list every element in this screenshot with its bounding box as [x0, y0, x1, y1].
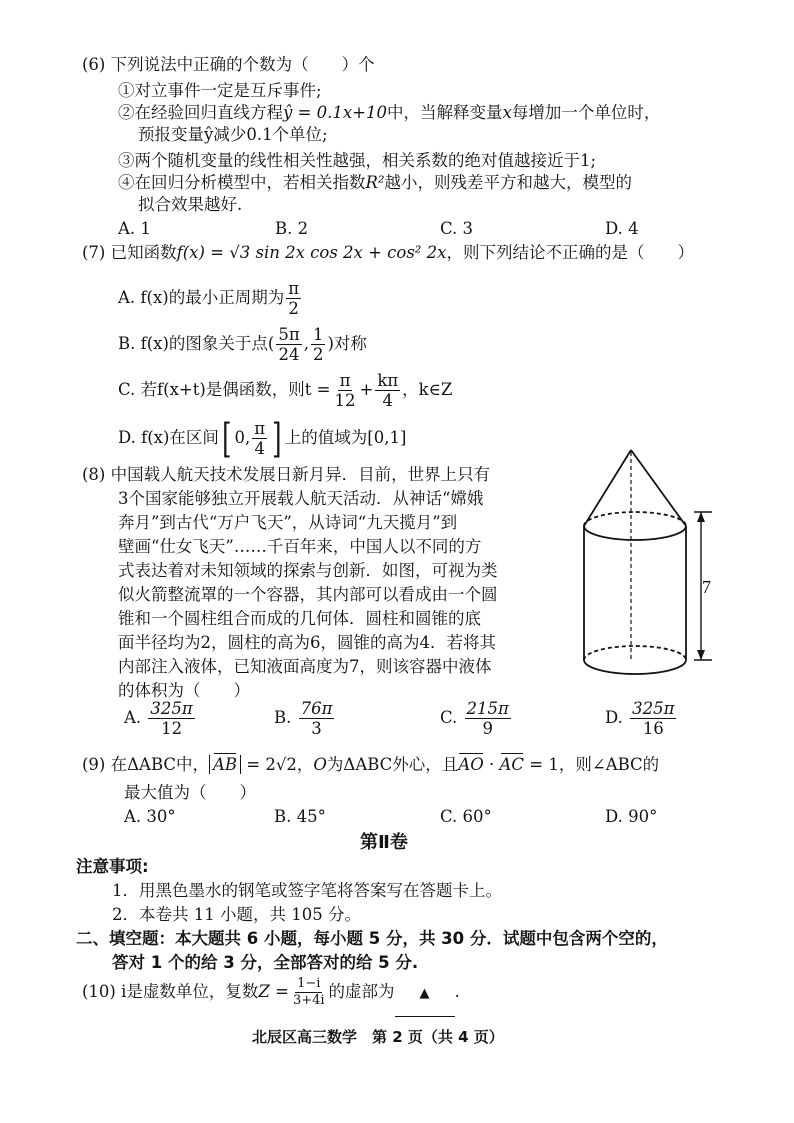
cone-left-edge — [584, 450, 631, 526]
q8-line: 3个国家能够独立开展载人航天活动．从神话“嫦娥 — [118, 489, 484, 508]
q8-line: 式表达着对未知领域的探索与创新．如图，可视为类 — [118, 561, 498, 580]
q6-option-a: A. 1 — [118, 219, 151, 238]
q6-statement-3: ③两个随机变量的线性相关性越强，相关系数的绝对值越接近于1; — [118, 151, 597, 170]
q7-option-c: C. 若f(x+t)是偶函数，则t = $\frac{\pi}{12}$ + $\frac{k\pi}{4}$ ，k∈Z — [118, 371, 453, 410]
cylinder-bottom-back — [584, 646, 686, 660]
page-footer: 北辰区高三数学 第 2 页（共 4 页） — [252, 1028, 504, 1046]
notes-item: 1．用黑色墨水的钢笔或签字笔将答案写在答题卡上。 — [112, 881, 502, 900]
q9-stem: (9) 在ΔABC中， AB = 2√2，O为ΔABC外心，且AO · AC = 1，则∠ABC的 — [82, 752, 659, 778]
q8-option-c: C. $\frac{215\pi}{9}$ — [440, 699, 509, 738]
q6-option-b: B. 2 — [275, 219, 309, 238]
arrow-up-icon — [697, 512, 705, 522]
q7-stem: (7) 已知函数f(x) = √3 sin 2x cos 2x + cos² 2x，则下列结论不正确的是（ ） — [82, 243, 694, 262]
q9-option-b: B. 45° — [274, 807, 326, 826]
q8-line: 锥和一个圆柱组合而成的几何体．圆柱和圆锥的底 — [118, 609, 481, 628]
q8-line: 似火箭整流罩的一个容器，其内部可以看成由一个圆 — [118, 585, 498, 604]
answer-blank — [395, 970, 455, 1017]
cone-right-edge — [631, 450, 686, 526]
section-title: 第Ⅱ卷 — [360, 832, 408, 853]
q6-statement-4: ④在回归分析模型中，若相关指数R²越小，则残差平方和越大，模型的 — [118, 173, 633, 192]
q9-option-a: A. 30° — [124, 807, 176, 826]
height-label: 7 — [702, 577, 711, 597]
fill-section-heading-cont: 答对 1 个的给 3 分，全部答对的给 5 分. — [112, 953, 419, 972]
q6-option-d: D. 4 — [605, 219, 639, 238]
q9-stem-cont: 最大值为（ ） — [124, 783, 256, 802]
cone-base-back — [584, 512, 686, 526]
q7-option-b: B. f(x)的图象关于点( $\frac{5\pi}{24}$ , $\frac{1}{2}$ )对称 — [118, 325, 367, 364]
notes-item: 2．本卷共 11 小题，共 105 分。 — [112, 905, 361, 924]
arrow-down-icon — [697, 650, 705, 660]
q8-line: 奔月”到古代“万户飞天”，从诗词“九天揽月”到 — [118, 513, 458, 532]
q8-option-d: D. $\frac{325\pi}{16}$ — [605, 699, 675, 738]
q8-option-b: B. $\frac{76\pi}{3}$ — [274, 699, 333, 738]
q6-stem: (6) 下列说法中正确的个数为（ ）个 — [82, 55, 375, 74]
q8-option-a: A. $\frac{325\pi}{12}$ — [124, 699, 193, 738]
fill-section-heading: 二、填空题：本大题共 6 小题，每小题 5 分，共 30 分．试题中包含两个空的， — [76, 929, 668, 948]
q10-stem: (10) i是虚数单位，复数Z = $\frac{1-i}{3+4i}$ 的虚部为 ▲ . — [82, 970, 460, 1017]
cone-cylinder-figure — [576, 448, 726, 678]
notes-title: 注意事项: — [76, 857, 149, 876]
cylinder-bottom-front — [584, 660, 686, 674]
q8-line: 内部注入液体，已知液面高度为7，则该容器中液体 — [118, 657, 492, 676]
q8-line: (8) 中国载人航天技术发展日新月异．目前，世界上只有 — [82, 465, 491, 484]
q7-option-d: D. f(x)在区间[ 0, $\frac{\pi}{4}$ ] 上的值域为[0,1] — [118, 415, 407, 462]
q9-option-c: C. 60° — [440, 807, 492, 826]
q6-statement-2: ②在经验回归直线方程ŷ = 0.1x+10中，当解释变量x每增加一个单位时， — [118, 103, 661, 122]
q8-line: 面半径均为2，圆柱的高为6，圆锥的高为4．若将其 — [118, 633, 496, 652]
q6-option-c: C. 3 — [440, 219, 474, 238]
q6-statement-4-cont: 拟合效果越好. — [138, 195, 243, 214]
triangle-icon: ▲ — [419, 986, 430, 1001]
q6-statement-2-cont: 预报变量ŷ减少0.1个单位; — [138, 125, 328, 144]
q7-option-a: A. f(x)的最小正周期为 $\frac{\pi}{2}$ — [118, 279, 300, 318]
q8-line: 壁画“仕女飞天”……千百年来，中国人以不同的方 — [118, 537, 482, 556]
q9-option-d: D. 90° — [605, 807, 658, 826]
q8-line: 的体积为（ ） — [118, 681, 250, 700]
q6-statement-1: ①对立事件一定是互斥事件; — [118, 81, 322, 100]
cone-base-front — [584, 526, 686, 540]
